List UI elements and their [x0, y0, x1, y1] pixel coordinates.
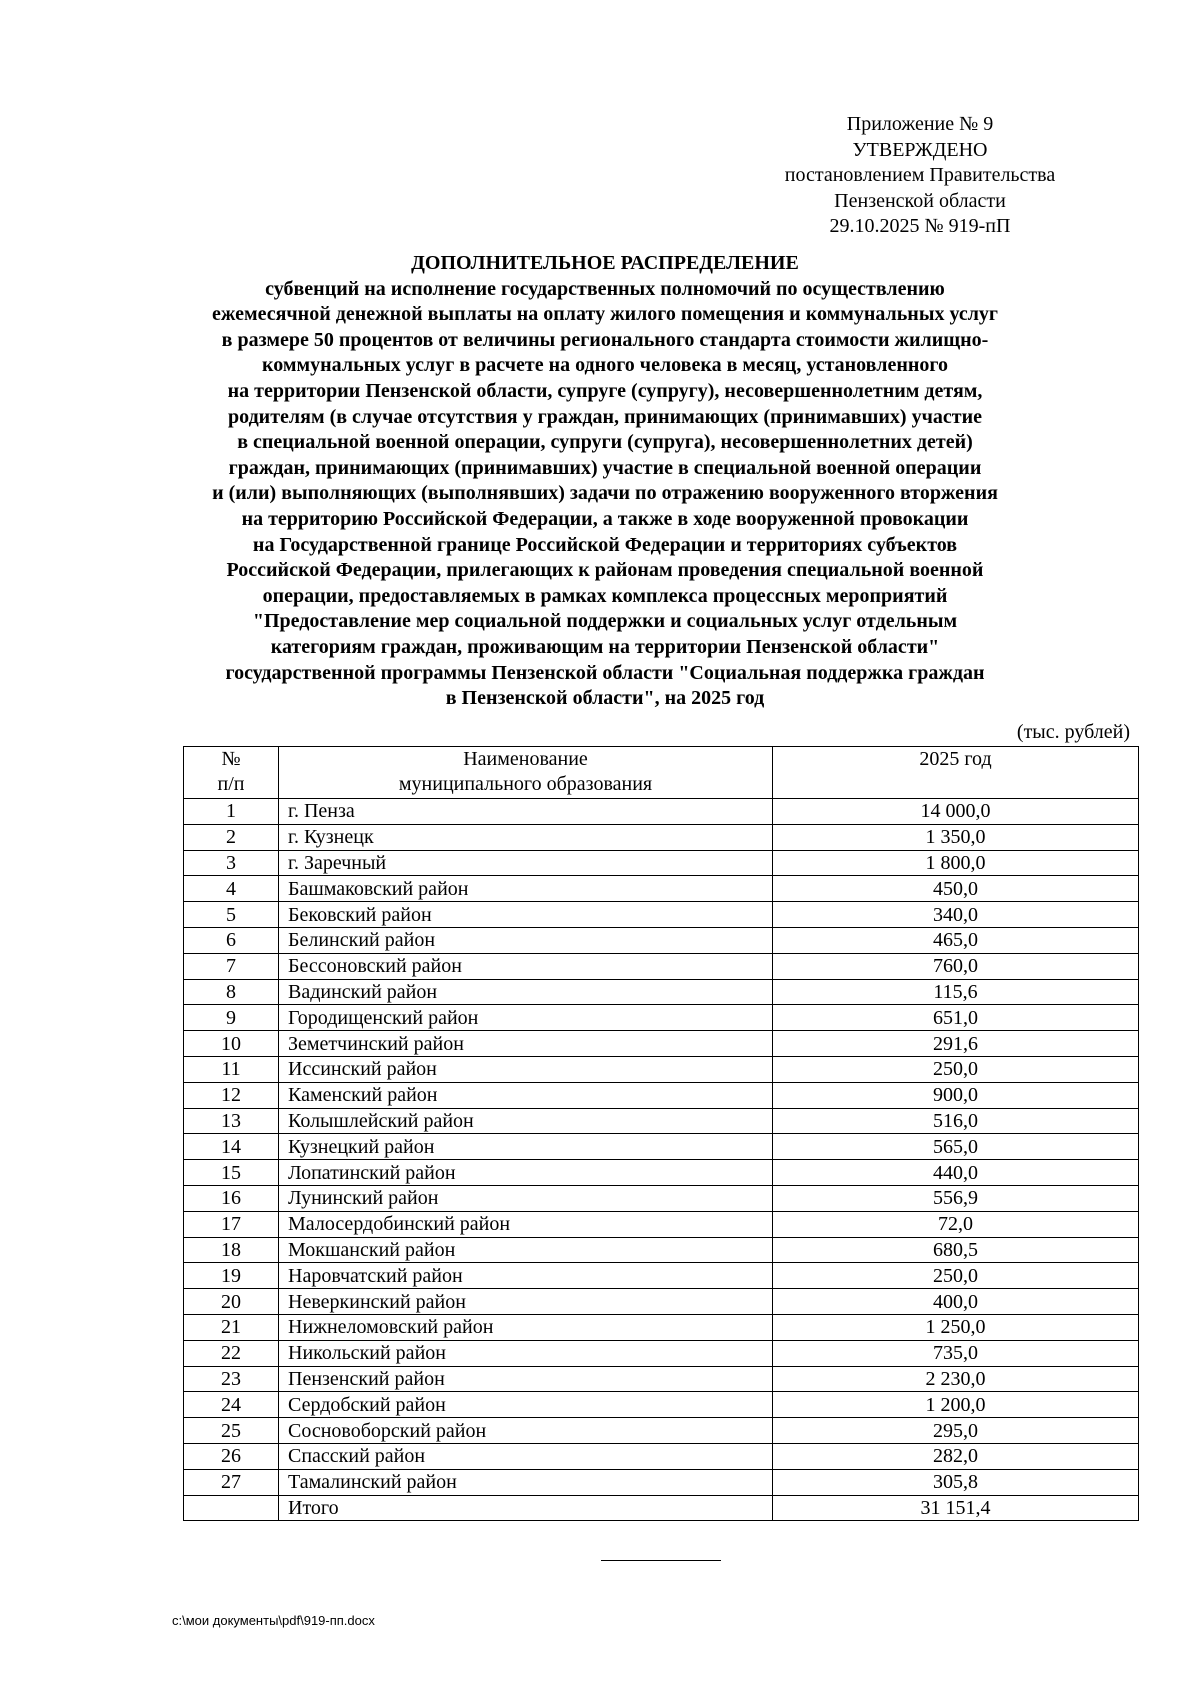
row-municipality: Сердобский район [279, 1392, 773, 1418]
row-number: 5 [184, 902, 279, 928]
row-municipality: Тамалинский район [279, 1469, 773, 1495]
row-number: 14 [184, 1134, 279, 1160]
row-number: 8 [184, 979, 279, 1005]
title-line: в размере 50 процентов от величины регионального стандарта стоимости жилищно- [221, 328, 989, 351]
row-municipality: Вадинский район [279, 979, 773, 1005]
row-number: 18 [184, 1237, 279, 1263]
row-municipality: Земетчинский район [279, 1031, 773, 1057]
title-line: Российской Федерации, прилегающих к районам проведения специальной военной [226, 559, 984, 582]
row-municipality: Нижнеломовский район [279, 1314, 773, 1340]
total-value: 31 151,4 [773, 1495, 1139, 1521]
row-municipality: Кузнецкий район [279, 1134, 773, 1160]
row-value: 115,6 [773, 979, 1139, 1005]
row-municipality: Белинский район [279, 927, 773, 953]
table-total-row [184, 1495, 1139, 1521]
table-row [184, 824, 1139, 850]
table-row [184, 1056, 1139, 1082]
table-row [184, 1185, 1139, 1211]
row-value: 651,0 [773, 1005, 1139, 1031]
header-number [184, 747, 279, 799]
row-number: 4 [184, 876, 279, 902]
row-number: 15 [184, 1160, 279, 1186]
table-row [184, 1005, 1139, 1031]
title-line: государственной программы Пензенской области "Социальная поддержка граждан [225, 661, 985, 684]
row-number: 17 [184, 1211, 279, 1237]
header-year-label: 2025 год [919, 748, 992, 770]
header-municipality [279, 747, 773, 799]
row-municipality: Лопатинский район [279, 1160, 773, 1186]
table-row [184, 979, 1139, 1005]
table-row [184, 1392, 1139, 1418]
row-number: 7 [184, 953, 279, 979]
row-municipality: Башмаковский район [279, 876, 773, 902]
row-value: 516,0 [773, 1108, 1139, 1134]
title-line: родителям (в случае отсутствия у граждан, принимающих (принимавших) участие [228, 405, 982, 428]
row-number: 27 [184, 1469, 279, 1495]
row-number: 1 [184, 799, 279, 825]
document-title [150, 251, 1060, 712]
row-municipality: Городищенский район [279, 1005, 773, 1031]
title-line: на территории Пензенской области, супруге (супругу), несовершеннолетним детям, [227, 379, 983, 402]
title-line: в специальной военной операции, супруги (супруга), несовершеннолетних детей) [237, 431, 973, 454]
row-number: 16 [184, 1185, 279, 1211]
row-number: 13 [184, 1108, 279, 1134]
row-value: 340,0 [773, 902, 1139, 928]
row-value: 250,0 [773, 1056, 1139, 1082]
row-number: 12 [184, 1082, 279, 1108]
row-value: 282,0 [773, 1443, 1139, 1469]
row-municipality: Малосердобинский район [279, 1211, 773, 1237]
table-row [184, 1237, 1139, 1263]
row-municipality: Сосновоборский район [279, 1418, 773, 1444]
header-number-line2: п/п [217, 773, 245, 795]
title-line: граждан, принимающих (принимавших) участие в специальной военной операции [228, 456, 982, 479]
resolution-date-number: 29.10.2025 № 919-пП [829, 215, 1011, 237]
title-line: коммунальных услуг в расчете на одного человека в месяц, установленного [262, 354, 948, 377]
row-value: 305,8 [773, 1469, 1139, 1495]
row-municipality: Бессоновский район [279, 953, 773, 979]
row-municipality: Колышлейский район [279, 1108, 773, 1134]
row-value: 440,0 [773, 1160, 1139, 1186]
row-number: 10 [184, 1031, 279, 1057]
table-row [184, 1469, 1139, 1495]
title-line: на Государственной границе Российской Федерации и территориях субъектов [252, 533, 958, 556]
row-value: 1 350,0 [773, 824, 1139, 850]
row-municipality: Лунинский район [279, 1185, 773, 1211]
table-row [184, 1134, 1139, 1160]
row-number: 3 [184, 850, 279, 876]
table-row [184, 1211, 1139, 1237]
table-row [184, 1031, 1139, 1057]
units-label: (тыс. рублей) [1016, 721, 1130, 743]
row-number: 21 [184, 1314, 279, 1340]
row-municipality: Спасский район [279, 1443, 773, 1469]
table-row [184, 876, 1139, 902]
row-value: 1 250,0 [773, 1314, 1139, 1340]
row-value: 295,0 [773, 1418, 1139, 1444]
row-municipality: Мокшанский район [279, 1237, 773, 1263]
row-number: 2 [184, 824, 279, 850]
row-value: 250,0 [773, 1263, 1139, 1289]
table-row [184, 799, 1139, 825]
row-municipality: Каменский район [279, 1082, 773, 1108]
table-row [184, 1418, 1139, 1444]
title-line: на территорию Российской Федерации, а также в ходе вооруженной провокации [241, 507, 969, 530]
table-row [184, 1314, 1139, 1340]
file-path-footer: c:\мои документы\pdf\919-пп.docx [172, 1613, 375, 1628]
distribution-table [183, 746, 1139, 1521]
table-row [184, 953, 1139, 979]
title-line: и (или) выполняющих (выполнявших) задачи по отражению вооруженного вторжения [212, 482, 998, 505]
end-separator [601, 1560, 721, 1561]
row-value: 565,0 [773, 1134, 1139, 1160]
approved-label: УТВЕРЖДЕНО [852, 138, 988, 161]
table-row [184, 1289, 1139, 1315]
row-value: 465,0 [773, 927, 1139, 953]
row-number: 24 [184, 1392, 279, 1418]
title-line: "Предоставление мер социальной поддержки и социальных услуг отдельным [252, 610, 958, 633]
row-value: 1 200,0 [773, 1392, 1139, 1418]
title-line: категориям граждан, проживающим на территории Пензенской области" [270, 635, 940, 658]
row-value: 291,6 [773, 1031, 1139, 1057]
title-heading: ДОПОЛНИТЕЛЬНОЕ РАСПРЕДЕЛЕНИЕ [411, 252, 799, 274]
row-number: 22 [184, 1340, 279, 1366]
row-municipality: Пензенский район [279, 1366, 773, 1392]
row-number: 11 [184, 1056, 279, 1082]
row-municipality: Бековский район [279, 902, 773, 928]
table-row [184, 1443, 1139, 1469]
row-value: 680,5 [773, 1237, 1139, 1263]
row-municipality: Наровчатский район [279, 1263, 773, 1289]
row-number: 6 [184, 927, 279, 953]
row-number: 23 [184, 1366, 279, 1392]
row-value: 14 000,0 [773, 799, 1139, 825]
table-header-row [184, 747, 1139, 799]
row-value: 1 800,0 [773, 850, 1139, 876]
title-line: в Пензенской области", на 2025 год [445, 687, 765, 710]
row-municipality: г. Кузнецк [279, 824, 773, 850]
appendix-number: Приложение № 9 [846, 113, 994, 135]
row-value: 450,0 [773, 876, 1139, 902]
row-value: 760,0 [773, 953, 1139, 979]
row-municipality: Иссинский район [279, 1056, 773, 1082]
table-row [184, 1108, 1139, 1134]
table-row [184, 1263, 1139, 1289]
title-line: операции, предоставляемых в рамках комплекса процессных мероприятий [262, 584, 948, 607]
approved-by-region: Пензенской области [834, 189, 1006, 212]
row-value: 2 230,0 [773, 1366, 1139, 1392]
row-value: 735,0 [773, 1340, 1139, 1366]
row-number: 25 [184, 1418, 279, 1444]
table-row [184, 1160, 1139, 1186]
row-value: 556,9 [773, 1185, 1139, 1211]
row-municipality: Никольский район [279, 1340, 773, 1366]
table-row [184, 1366, 1139, 1392]
header-municipality-line1: Наименование [463, 748, 588, 770]
table-row [184, 902, 1139, 928]
table-row [184, 1082, 1139, 1108]
table-body [184, 799, 1139, 1521]
total-number-empty [184, 1495, 279, 1521]
approved-by-line: постановлением Правительства [784, 164, 1056, 186]
approval-block [770, 112, 1070, 240]
row-municipality: г. Пенза [279, 799, 773, 825]
header-municipality-line2: муниципального образования [398, 773, 653, 795]
header-number-line1: № [221, 748, 241, 770]
header-year [773, 747, 1139, 799]
row-number: 19 [184, 1263, 279, 1289]
row-municipality: г. Заречный [279, 850, 773, 876]
title-line: субвенций на исполнение государственных полномочий по осуществлению [265, 277, 945, 300]
row-value: 900,0 [773, 1082, 1139, 1108]
table-row [184, 927, 1139, 953]
row-number: 26 [184, 1443, 279, 1469]
table-row [184, 850, 1139, 876]
row-value: 72,0 [773, 1211, 1139, 1237]
row-value: 400,0 [773, 1289, 1139, 1315]
total-label: Итого [279, 1495, 773, 1521]
title-line: ежемесячной денежной выплаты на оплату жилого помещения и коммунальных услуг [211, 303, 999, 326]
row-number: 20 [184, 1289, 279, 1315]
table-row [184, 1340, 1139, 1366]
row-municipality: Неверкинский район [279, 1289, 773, 1315]
row-number: 9 [184, 1005, 279, 1031]
